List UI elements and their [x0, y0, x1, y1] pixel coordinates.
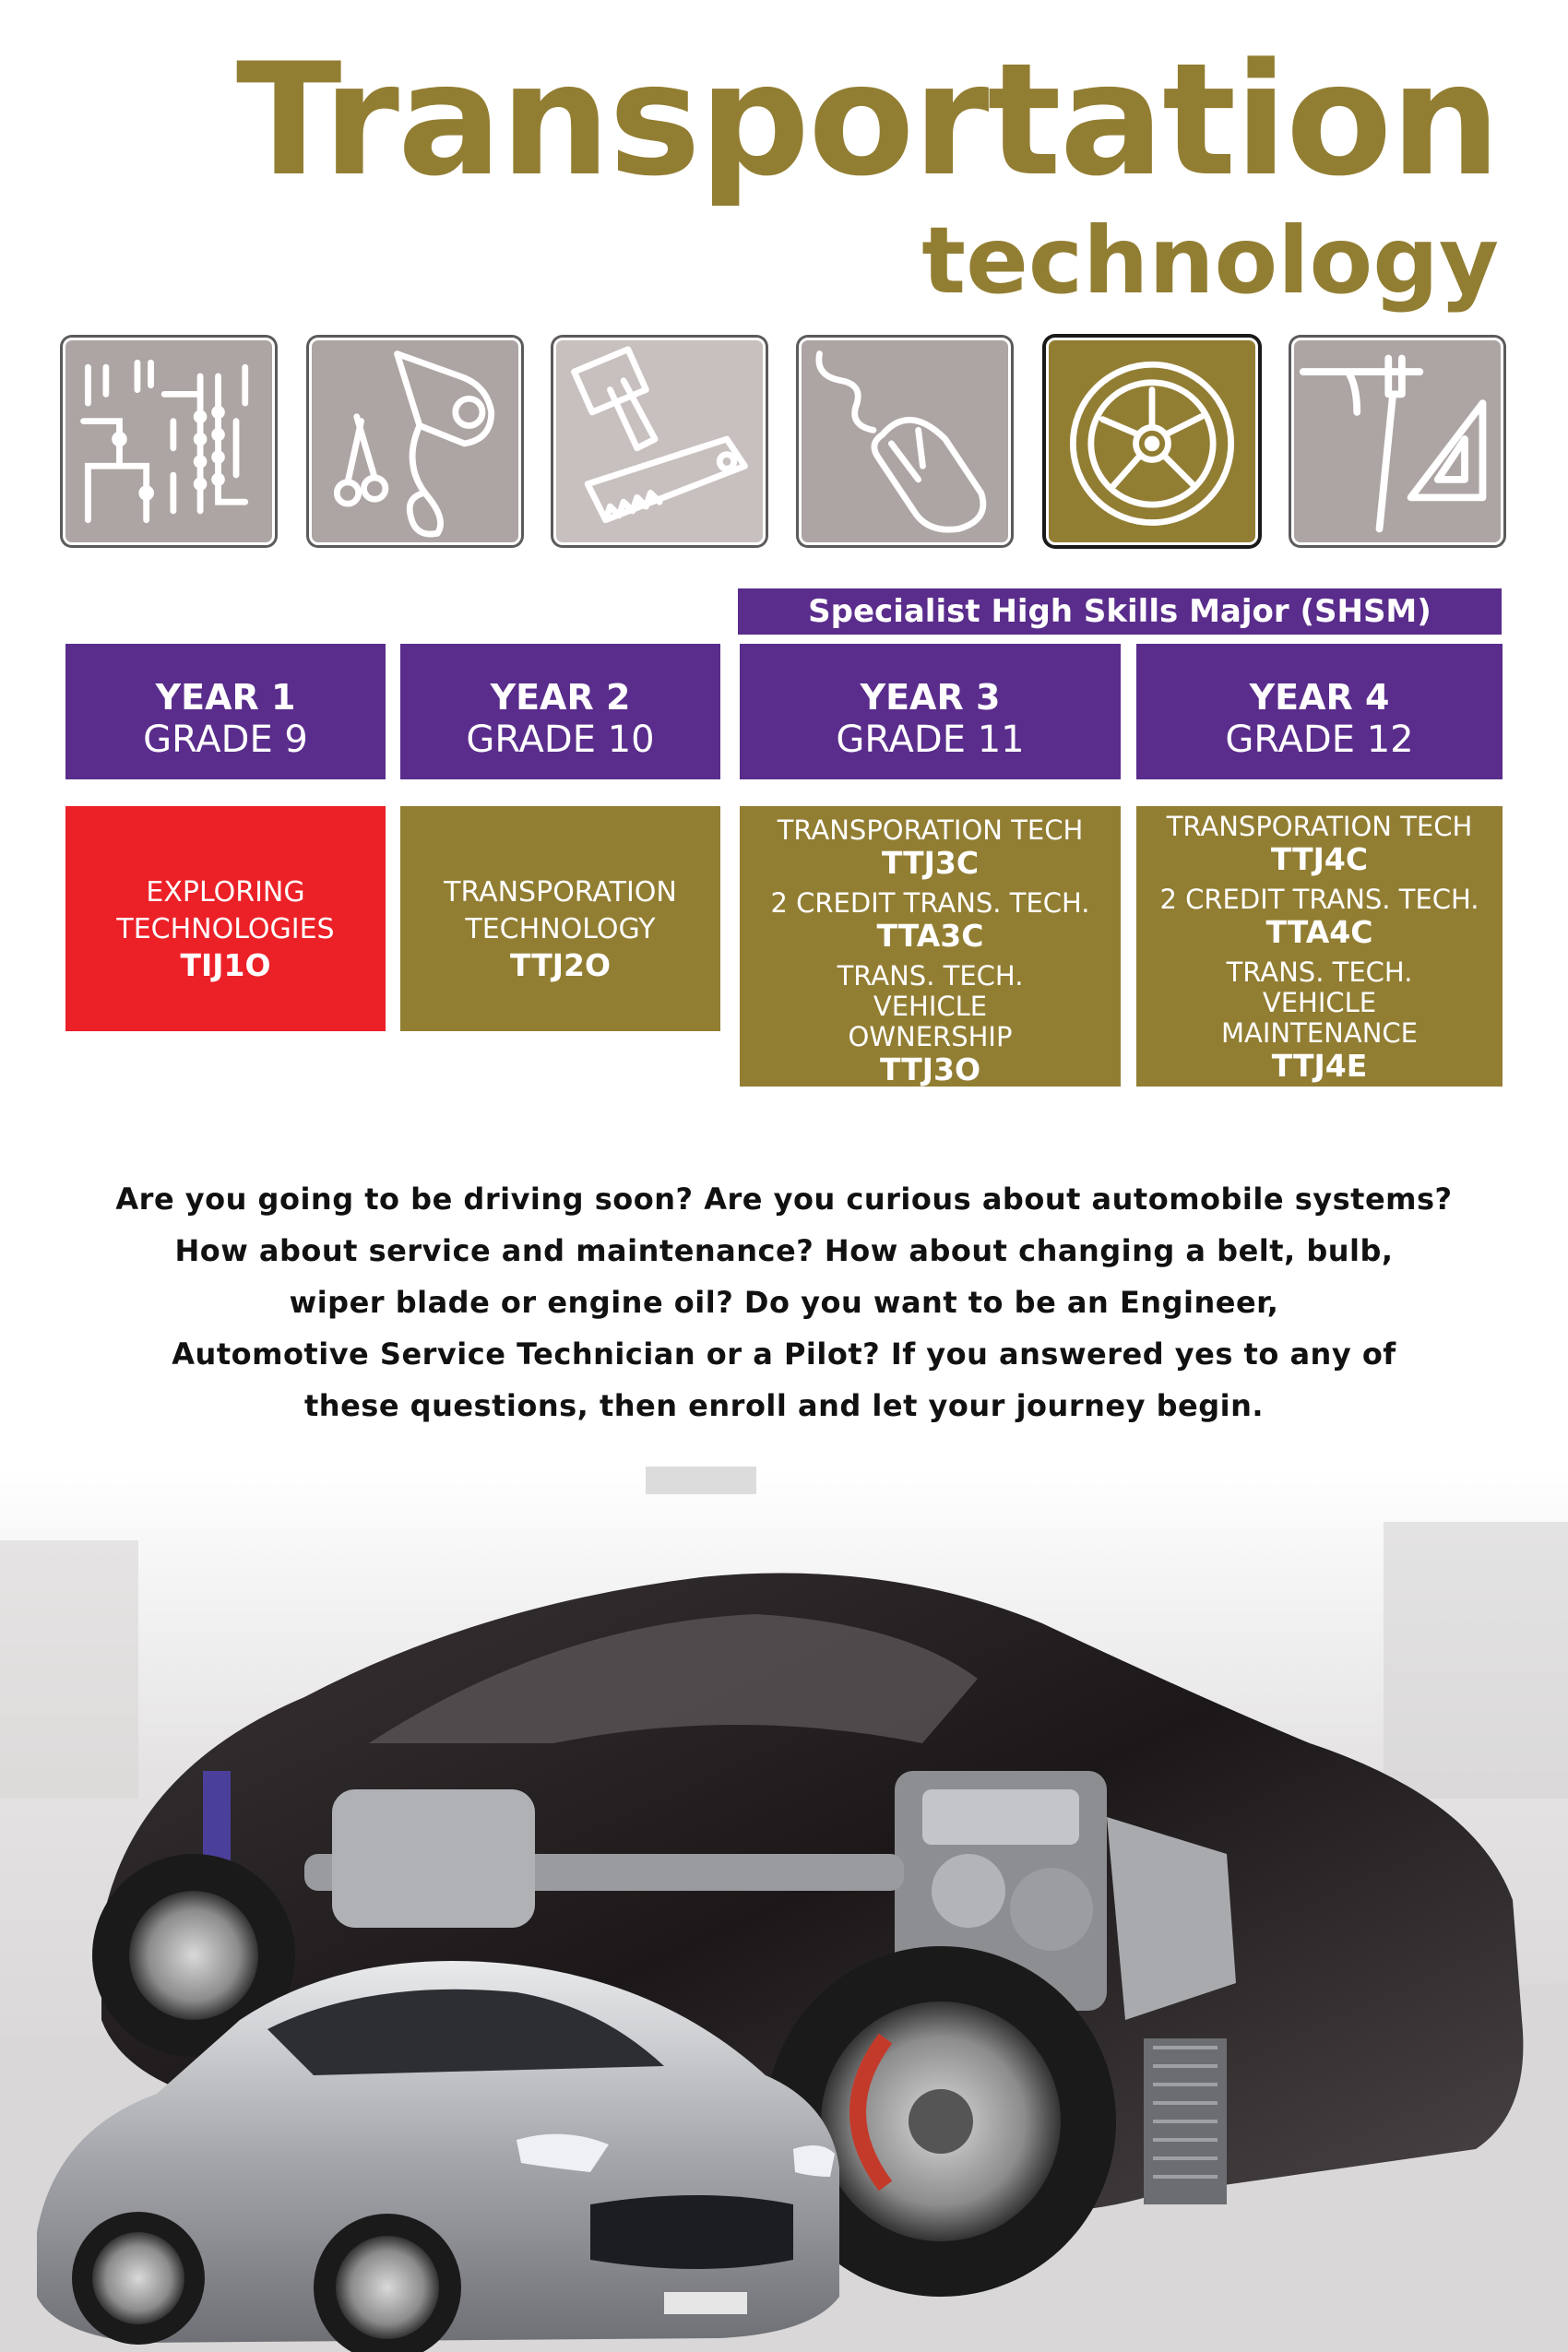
course-code: TTJ3O [879, 1051, 981, 1087]
year-header [65, 644, 386, 779]
year-label: YEAR 2 [490, 677, 631, 718]
grade-label: GRADE 10 [466, 719, 655, 761]
course-title: TRANS. TECH. VEHICLE MAINTENANCE [1221, 956, 1418, 1049]
hammer-saw-icon [553, 338, 766, 545]
year-header [400, 644, 720, 779]
course-box-grade11 [740, 806, 1121, 1087]
page-subtitle: technology [921, 207, 1499, 315]
shsm-banner: Specialist High Skills Major (SHSM) [738, 588, 1502, 635]
course-code: TTJ4E [1271, 1048, 1368, 1084]
course-code: TIJ1O [180, 947, 271, 983]
course-code: TTJ4C [1270, 841, 1369, 877]
year-label: YEAR 1 [155, 677, 296, 718]
paragraph-line: How about service and maintenance? How about changing a belt, bulb, [174, 1233, 1394, 1268]
course-code: TTA4C [1265, 914, 1373, 950]
year-label: YEAR 4 [1249, 677, 1390, 718]
course-code: TTJ3C [881, 845, 980, 881]
course-title: 2 CREDIT TRANS. TECH. [770, 887, 1090, 919]
paragraph-line: Automotive Service Technician or a Pilot? If you answered yes to any of [172, 1336, 1396, 1372]
course-title: EXPLORING TECHNOLOGIES [116, 876, 335, 945]
paragraph-line: these questions, then enroll and let your journey begin. [303, 1388, 1264, 1423]
car-cutaway-photo [0, 1467, 1568, 2352]
drafting-tools-icon [1291, 338, 1503, 545]
circuit-board-icon [63, 338, 275, 545]
course-title: 2 CREDIT TRANS. TECH. [1159, 884, 1479, 915]
car-wheel-icon [1046, 338, 1258, 545]
paragraph-line: Are you going to be driving soon? Are you curious about automobile systems? [115, 1182, 1453, 1217]
paragraph-line: wiper blade or engine oil? Do you want to be an Engineer, [289, 1285, 1279, 1320]
course-title: TRANS. TECH. VEHICLE OWNERSHIP [837, 960, 1024, 1052]
computer-mouse-icon [799, 338, 1011, 545]
course-box-grade10 [400, 806, 720, 1031]
course-title: TRANSPORATION TECHNOLOGY [444, 876, 677, 945]
grade-label: GRADE 11 [836, 719, 1025, 761]
hair-dryer-scissors-icon [309, 338, 521, 545]
course-code: TTJ2O [509, 947, 612, 983]
course-box-grade12 [1136, 806, 1503, 1087]
intro-paragraph [37, 1173, 1531, 1431]
year-header [1136, 644, 1503, 779]
grade-label: GRADE 12 [1225, 719, 1414, 761]
grade-label: GRADE 9 [143, 719, 308, 761]
year-header [740, 644, 1121, 779]
course-title: TRANSPORATION TECH [1166, 811, 1473, 842]
year-label: YEAR 3 [860, 677, 1001, 718]
page-title: Transportation [235, 30, 1499, 210]
course-code: TTA3C [876, 918, 984, 954]
course-title: TRANSPORATION TECH [777, 814, 1084, 846]
course-box-grade9 [65, 806, 386, 1031]
